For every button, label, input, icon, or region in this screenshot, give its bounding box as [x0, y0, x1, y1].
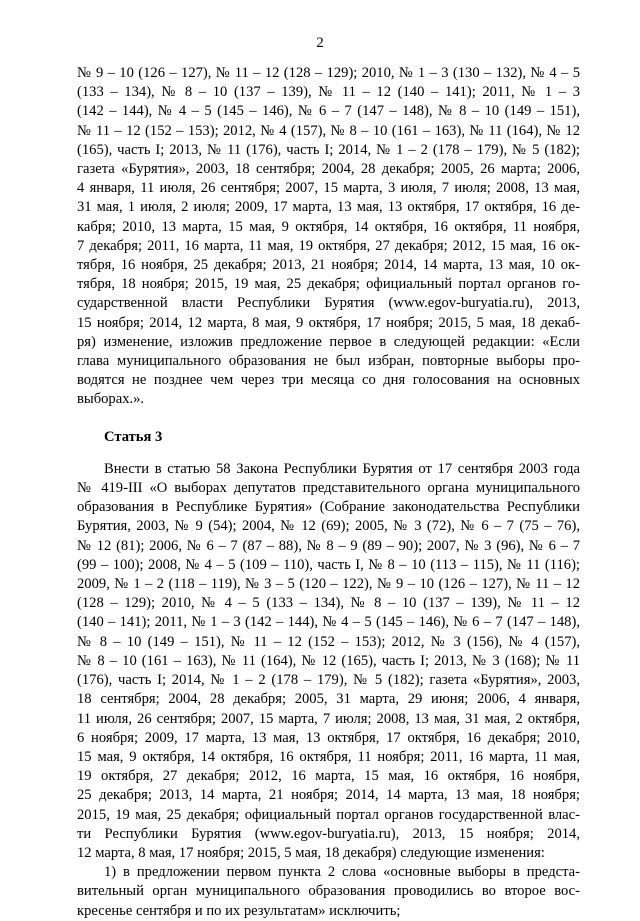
text-line: (128 – 129); 2010, № 4 – 5 (133 – 134), № 8 – 10 (137 – 139), № 11 – 12: [77, 595, 580, 612]
text-line: кресенье сентября и по их результатам» исключить;: [77, 902, 401, 919]
text-line: 7 декабря; 2011, 16 марта, 11 мая, 19 октября, 27 декабря; 2012, 15 мая, 16 ок-: [77, 237, 580, 254]
text-line: 18 сентября; 2004, 28 декабря; 2005, 31 марта, 29 июня; 2006, 4 января,: [77, 691, 580, 708]
text-line: (176), часть I; 2014, № 1 – 2 (178 – 179), № 5 (182); газета «Бурятия», 2003,: [77, 672, 580, 689]
text-line: 2015, 19 мая, 25 декабря; официальный портал органов государственной влас-: [77, 806, 580, 823]
text-line: 1) в предложении первом пункта 2 слова «основные выборы в предста-: [104, 864, 580, 881]
text-line: № 419-III «О выборах депутатов представительного органа муниципального: [77, 480, 580, 497]
text-line: (165), часть I; 2013, № 11 (176), часть I; 2014, № 1 – 2 (178 – 179), № 5 (182);: [77, 141, 580, 158]
text-line: ря) изменение, изложив предложение первое в следующей редакции: «Если: [77, 333, 580, 350]
text-line: вительный орган муниципального образования проводились во второе вос-: [77, 883, 580, 900]
text-line: 11 июля, 26 сентября; 2007, 15 марта, 7 июля; 2008, 13 мая, 31 мая, 2 октября,: [77, 710, 580, 727]
text-line: глава муниципального образования не был избран, повторные выборы про-: [77, 353, 580, 370]
text-line: 25 декабря; 2013, 14 марта, 21 ноября; 2014, 14 марта, 13 мая, 18 ноября;: [77, 787, 580, 804]
article-heading: Статья 3: [104, 428, 163, 445]
text-line: (142 – 144), № 4 – 5 (145 – 146), № 6 – 7 (147 – 148), № 8 – 10 (149 – 151),: [77, 103, 580, 120]
text-line: тября, 18 ноября; 2015, 19 мая, 25 декабря; официальный портал органов го-: [77, 276, 580, 293]
text-line: Внести в статью 58 Закона Республики Бурятия от 17 сентября 2003 года: [104, 460, 580, 477]
page-number: 2: [316, 35, 324, 51]
text-line: № 8 – 10 (161 – 163), № 11 (164), № 12 (165), часть I; 2013, № 3 (168); № 11: [77, 652, 580, 669]
document-body: [77, 64, 580, 921]
text-line: 6 ноября; 2009, 17 марта, 13 мая, 13 октября, 17 октября, 16 декабря; 2010,: [77, 729, 580, 746]
text-line: 15 мая, 9 октября, 14 октября, 16 октября, 11 ноября; 2011, 16 марта, 11 мая,: [77, 748, 580, 765]
text-line: № 8 – 10 (149 – 151), № 11 – 12 (152 – 153); 2012, № 3 (156), № 4 (157),: [77, 633, 580, 650]
text-line: 15 ноября; 2014, 12 марта, 8 мая, 9 октября, 17 ноября; 2015, 5 мая, 18 декаб-: [77, 314, 580, 331]
text-line: газета «Бурятия», 2003, 18 сентября; 2004, 28 декабря; 2005, 26 марта; 2006,: [77, 161, 580, 178]
paragraph-amendment-item-1: [77, 863, 580, 921]
text-line: сударственной власти Республики Бурятия (www.egov-buryatia.ru), 2013,: [77, 295, 580, 312]
text-line: кабря; 2010, 13 марта, 15 мая, 9 октября, 14 октября, 16 октября, 11 ноября,: [77, 218, 580, 235]
text-line: 12 марта, 8 мая, 17 ноября; 2015, 5 мая, 18 декабря) следующие изменения:: [77, 844, 545, 861]
paragraph-amendment-text: [77, 64, 580, 410]
text-line: тября, 16 ноября, 25 декабря; 2013, 21 ноября; 2014, 14 марта, 13 мая, 10 ок-: [77, 257, 580, 274]
text-line: образования в Республике Бурятия» (Собрание законодательства Республики: [77, 499, 580, 516]
text-line: № 11 – 12 (152 – 153); 2012, № 4 (157), № 8 – 10 (161 – 163), № 11 (164), № 12: [77, 122, 580, 139]
text-line: (99 – 100); 2008, № 4 – 5 (109 – 110), часть I, № 8 – 10 (113 – 115), № 11 (116);: [77, 556, 580, 573]
text-line: (140 – 141); 2011, № 1 – 3 (142 – 144), № 4 – 5 (145 – 146), № 6 – 7 (147 – 148),: [77, 614, 580, 631]
text-line: 4 января, 11 июля, 26 сентября; 2007, 15 марта, 3 июля, 7 июля; 2008, 13 мая,: [77, 180, 580, 197]
text-line: выборах.».: [77, 391, 145, 408]
text-line: № 12 (81); 2006, № 6 – 7 (87 – 88), № 8 – 9 (89 – 90); 2007, № 3 (96), № 6 – 7: [77, 537, 580, 554]
paragraph-article-3-intro: [77, 460, 580, 863]
text-line: Бурятия, 2003, № 9 (54); 2004, № 12 (69); 2005, № 3 (72), № 6 – 7 (75 – 76),: [77, 518, 580, 535]
text-line: ти Республики Бурятия (www.egov-buryatia.ru), 2013, 15 ноября; 2014,: [77, 825, 580, 842]
text-line: № 9 – 10 (126 – 127), № 11 – 12 (128 – 129); 2010, № 1 – 3 (130 – 132), № 4 – 5: [77, 65, 580, 81]
text-line: (133 – 134), № 8 – 10 (137 – 139), № 11 – 12 (140 – 141); 2011, № 1 – 3: [77, 84, 580, 101]
text-line: 2009, № 1 – 2 (118 – 119), № 3 – 5 (120 – 122), № 9 – 10 (126 – 127), № 11 – 12: [77, 576, 580, 593]
text-line: 19 октября, 27 декабря; 2012, 16 марта, 15 мая, 16 октября, 16 ноября,: [77, 768, 580, 785]
text-line: 31 мая, 1 июля, 2 июля; 2009, 17 марта, 13 мая, 13 октября, 17 октября, 16 де-: [77, 199, 580, 216]
text-line: водятся не позднее чем через три месяца со дня голосования на основных: [77, 372, 580, 389]
